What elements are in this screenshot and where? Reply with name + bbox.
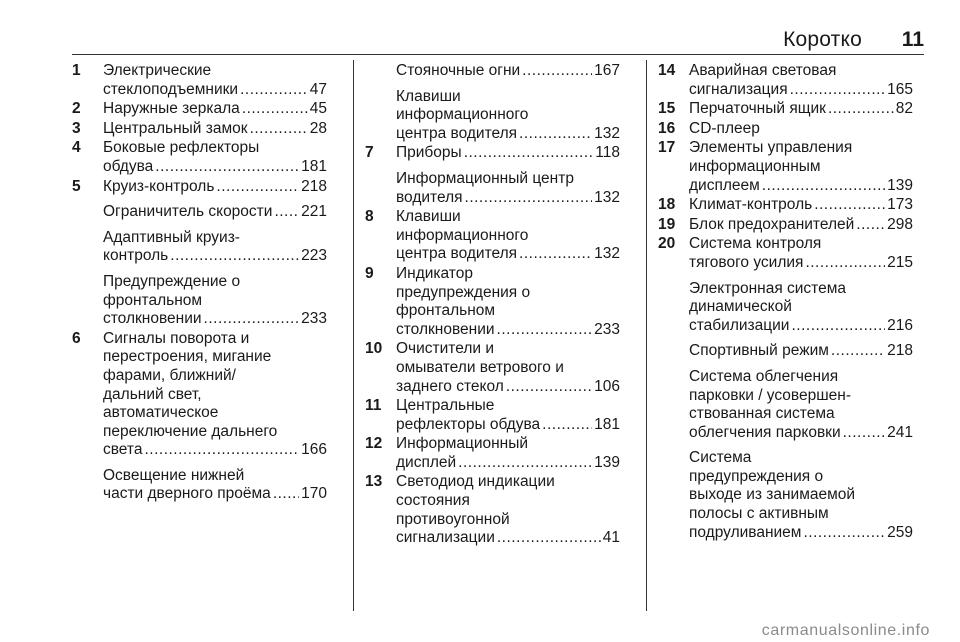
entry-page-number: 45 <box>309 100 327 118</box>
entry-last-line <box>689 342 913 361</box>
entry-text <box>103 62 327 99</box>
dot-leader <box>519 245 592 264</box>
entry-number: 4 <box>72 139 81 157</box>
dot-leader <box>465 189 593 208</box>
entry-line: Освещение нижней <box>103 466 245 484</box>
entry-line: перестроения, мигание <box>103 348 272 366</box>
entry-text <box>103 229 327 266</box>
dot-leader <box>274 203 299 222</box>
entry-page-number: 223 <box>301 247 327 265</box>
entry-text <box>689 139 913 195</box>
entry-page-number: 118 <box>595 144 620 162</box>
entry-number: 13 <box>365 473 383 491</box>
dot-leader <box>790 81 886 100</box>
dot-leader <box>204 310 300 329</box>
entry-line: предупреждения о <box>396 283 531 301</box>
entry-text <box>396 62 620 81</box>
entry-line: Информационный центр <box>396 169 574 187</box>
entry-line: Блок предохранителей <box>689 215 855 233</box>
entry-text <box>396 170 620 207</box>
index-entry <box>72 178 327 197</box>
entry-line: света <box>103 441 143 459</box>
entry-line: сигнализация <box>689 80 788 98</box>
entry-line: информационным <box>689 157 821 175</box>
entry-line: Клавиши <box>396 87 461 105</box>
index-entry <box>658 342 913 361</box>
entry-line: столкновении <box>396 320 495 338</box>
dot-leader <box>144 441 299 460</box>
entry-number: 20 <box>658 235 676 253</box>
entry-number: 7 <box>365 144 374 162</box>
entry-text <box>103 120 327 139</box>
entry-text <box>103 178 327 197</box>
dot-leader <box>506 378 592 397</box>
entry-last-line <box>689 424 913 443</box>
entry-number: 3 <box>72 119 81 137</box>
watermark: carmanualsonline.info <box>761 622 930 639</box>
index-entry <box>365 265 620 339</box>
dot-leader <box>240 81 308 100</box>
index-entry <box>72 139 327 176</box>
index-column-2 <box>365 62 620 555</box>
entry-line: Боковые рефлекторы <box>103 139 260 157</box>
entry-last-line <box>396 125 620 144</box>
entry-page-number: 221 <box>301 203 327 221</box>
entry-page-number: 173 <box>887 196 913 214</box>
index-entry <box>658 100 913 119</box>
entry-line: информационного <box>396 226 529 244</box>
entry-number: 17 <box>658 139 676 157</box>
entry-text <box>396 340 620 396</box>
entry-text <box>103 273 327 329</box>
entry-line: Электронная система <box>689 279 847 297</box>
entry-text <box>396 397 620 434</box>
entry-page-number: 41 <box>602 529 620 547</box>
entry-last-line <box>396 144 620 163</box>
index-entry <box>658 139 913 195</box>
entry-line: облегчения парковки <box>689 423 841 441</box>
entry-last-line <box>396 189 620 208</box>
entry-line: центра водителя <box>396 245 518 263</box>
index-entry <box>365 473 620 547</box>
index-entry <box>72 203 327 222</box>
entry-line: Центральные <box>396 397 495 415</box>
entry-last-line <box>689 254 913 273</box>
entry-text <box>689 100 913 119</box>
entry-text <box>689 62 913 99</box>
header-rule <box>72 54 924 55</box>
entry-line: Перчаточный ящик <box>689 100 826 118</box>
entry-last-line <box>103 441 327 460</box>
entry-text <box>689 235 913 272</box>
entry-page-number: 106 <box>594 377 620 395</box>
entry-number: 5 <box>72 177 81 195</box>
entry-page-number: 82 <box>895 100 913 118</box>
entry-last-line <box>103 100 327 119</box>
entry-page-number: 216 <box>887 316 913 334</box>
entry-text <box>396 435 620 472</box>
entry-line: Система <box>689 449 752 467</box>
dot-leader <box>803 524 885 543</box>
entry-last-line <box>689 177 913 196</box>
entry-page-number: 241 <box>887 423 913 441</box>
entry-line: водителя <box>396 188 463 206</box>
entry-line: выходе из занимаемой <box>689 486 856 504</box>
entry-line: Система облегчения <box>689 367 839 385</box>
entry-page-number: 181 <box>301 157 327 175</box>
entry-number: 6 <box>72 329 81 347</box>
index-entry <box>658 368 913 442</box>
dot-leader <box>831 342 885 361</box>
entry-line: Аварийная световая <box>689 62 837 79</box>
entry-text <box>396 265 620 339</box>
entry-line: Электрические <box>103 62 212 79</box>
entry-line: Приборы <box>396 144 462 162</box>
dot-leader <box>522 62 592 81</box>
index-entry <box>365 170 620 207</box>
entry-last-line <box>689 100 913 119</box>
entry-last-line <box>689 216 913 235</box>
entry-text <box>689 449 913 542</box>
dot-leader <box>170 247 299 266</box>
entry-text <box>103 203 327 222</box>
entry-line: Спортивный режим <box>689 342 829 360</box>
dot-leader <box>250 120 308 139</box>
entry-line: обдува <box>103 157 154 175</box>
entry-text <box>689 120 913 139</box>
entry-line: Клавиши <box>396 208 461 226</box>
entry-last-line <box>396 416 620 435</box>
index-entry <box>365 88 620 144</box>
entry-line: заднего стекол <box>396 377 504 395</box>
entry-number: 1 <box>72 62 81 79</box>
entry-text <box>103 330 327 460</box>
dot-leader <box>843 424 886 443</box>
index-entry <box>72 100 327 119</box>
dot-leader <box>519 125 592 144</box>
index-entry <box>72 273 327 329</box>
entry-line: Светодиод индикации <box>396 473 555 491</box>
entry-page-number: 139 <box>887 176 913 194</box>
entry-line: противоугонной <box>396 510 510 528</box>
entry-last-line <box>396 62 620 81</box>
entry-line: фронтальном <box>103 291 203 309</box>
entry-text <box>103 139 327 176</box>
entry-line: состояния <box>396 492 470 510</box>
entry-line: Элементы управления <box>689 139 853 157</box>
entry-line: Очистители и <box>396 340 494 358</box>
entry-number: 18 <box>658 196 676 214</box>
index-entry <box>658 449 913 542</box>
entry-page-number: 233 <box>594 320 620 338</box>
entry-last-line <box>103 485 327 504</box>
entry-text <box>689 196 913 215</box>
entry-number: 9 <box>365 264 374 282</box>
entry-line: Индикатор <box>396 264 473 282</box>
entry-line: дисплеем <box>689 176 760 194</box>
entry-page-number: 218 <box>301 177 327 195</box>
entry-line: Климат-контроль <box>689 196 813 214</box>
index-entry <box>658 235 913 272</box>
entry-number: 2 <box>72 100 81 118</box>
entry-page-number: 218 <box>887 342 913 360</box>
entry-page-number: 233 <box>301 310 327 328</box>
entry-line: омыватели ветрового и <box>396 358 564 376</box>
index-entry <box>365 144 620 163</box>
entry-line: полосы с активным <box>689 505 829 523</box>
entry-number: 12 <box>365 435 383 453</box>
index-entry <box>365 397 620 434</box>
entry-page-number: 170 <box>301 485 327 503</box>
index-entry <box>365 62 620 81</box>
entry-page-number: 166 <box>301 441 327 459</box>
entry-page-number: 47 <box>309 80 327 98</box>
entry-line: стеклоподъемники <box>103 80 239 98</box>
entry-number: 10 <box>365 340 383 358</box>
entry-line: тягового усилия <box>689 253 804 271</box>
column-separator <box>353 60 354 611</box>
index-entry <box>72 120 327 139</box>
entry-last-line <box>689 317 913 336</box>
page-number: 11 <box>901 28 924 51</box>
entry-line: рефлекторы обдува <box>396 415 541 433</box>
entry-text <box>689 280 913 336</box>
entry-last-line <box>396 454 620 473</box>
entry-line: автоматическое <box>103 404 219 422</box>
dot-leader <box>497 321 593 340</box>
entry-line: подруливанием <box>689 523 802 541</box>
index-entry <box>72 330 327 460</box>
entry-page-number: 167 <box>594 62 620 79</box>
dot-leader <box>791 317 885 336</box>
entry-last-line <box>396 321 620 340</box>
entry-line: ствованная система <box>689 405 835 423</box>
entry-last-line <box>103 247 327 266</box>
entry-line: фронтальном <box>396 302 496 320</box>
entry-text <box>103 100 327 119</box>
entry-last-line <box>396 529 620 548</box>
entry-last-line <box>689 81 913 100</box>
entry-line: Информационный <box>396 435 529 453</box>
entry-last-line <box>689 524 913 543</box>
entry-last-line <box>103 310 327 329</box>
dot-leader <box>856 216 885 235</box>
entry-line: Система контроля <box>689 235 822 253</box>
entry-line: контроль <box>103 247 169 265</box>
dot-leader <box>814 196 885 215</box>
index-entry <box>72 62 327 99</box>
entry-line: сигнализации <box>396 529 495 547</box>
index-entry <box>365 208 620 264</box>
entry-page-number: 139 <box>594 453 620 471</box>
entry-last-line <box>103 203 327 222</box>
entry-page-number: 259 <box>887 523 913 541</box>
entry-line: динамической <box>689 298 792 316</box>
entry-number: 14 <box>658 62 676 79</box>
index-entry <box>658 280 913 336</box>
index-entry <box>72 229 327 266</box>
entry-line: CD-плеер <box>689 119 760 137</box>
entry-last-line <box>103 120 327 139</box>
entry-number: 15 <box>658 100 676 118</box>
entry-line: части дверного проёма <box>103 485 271 503</box>
entry-line: парковки / усовершен- <box>689 386 852 404</box>
entry-page-number: 132 <box>594 124 620 142</box>
entry-line: столкновении <box>103 310 202 328</box>
entry-line: дальний свет, <box>103 385 202 403</box>
entry-line: центра водителя <box>396 124 518 142</box>
entry-last-line <box>103 81 327 100</box>
entry-page-number: 28 <box>309 119 327 137</box>
dot-leader <box>458 454 592 473</box>
entry-last-line <box>396 378 620 397</box>
index-entry <box>658 62 913 99</box>
dot-leader <box>273 485 299 504</box>
entry-line: фарами, ближний/ <box>103 366 236 384</box>
entry-text <box>396 208 620 264</box>
entry-number: 16 <box>658 119 676 137</box>
entry-line: Предупреждение о <box>103 272 241 290</box>
dot-leader <box>828 100 894 119</box>
page-header <box>72 28 924 52</box>
entry-line: Стояночные огни <box>396 62 521 79</box>
entry-page-number: 181 <box>594 415 620 433</box>
entry-page-number: 132 <box>594 245 620 263</box>
entry-last-line <box>103 178 327 197</box>
entry-text <box>689 342 913 361</box>
dot-leader <box>762 177 885 196</box>
index-entry <box>658 120 913 139</box>
entry-line: переключение дальнего <box>103 422 278 440</box>
index-entry <box>365 435 620 472</box>
entry-line: Адаптивный круиз- <box>103 228 240 246</box>
entry-last-line <box>103 158 327 177</box>
dot-leader <box>242 100 308 119</box>
entry-text <box>689 368 913 442</box>
entry-line: информационного <box>396 106 529 124</box>
entry-line: Наружные зеркала <box>103 100 240 118</box>
dot-leader <box>216 178 299 197</box>
entry-number: 19 <box>658 215 676 233</box>
entry-line: Центральный замок <box>103 119 248 137</box>
dot-leader <box>497 529 601 548</box>
entry-line: Сигналы поворота и <box>103 329 250 347</box>
entry-line: предупреждения о <box>689 467 824 485</box>
entry-number: 11 <box>365 397 382 415</box>
entry-page-number: 298 <box>887 215 913 233</box>
index-entry <box>72 467 327 504</box>
entry-text <box>396 144 620 163</box>
entry-text <box>396 88 620 144</box>
entry-last-line <box>396 245 620 264</box>
entry-last-line <box>689 120 913 139</box>
entry-line: стабилизации <box>689 316 790 334</box>
page-title: Коротко <box>783 28 862 51</box>
dot-leader <box>464 144 594 163</box>
index-entry <box>658 196 913 215</box>
index-entry <box>365 340 620 396</box>
dot-leader <box>805 254 885 273</box>
entry-number: 8 <box>365 208 374 226</box>
entry-page-number: 132 <box>594 188 620 206</box>
index-column-3 <box>658 62 913 549</box>
dot-leader <box>542 416 592 435</box>
entry-line: дисплей <box>396 453 457 471</box>
entry-text <box>689 216 913 235</box>
entry-line: Ограничитель скорости <box>103 203 273 221</box>
entry-last-line <box>689 196 913 215</box>
entry-page-number: 165 <box>887 80 913 98</box>
index-entry <box>658 216 913 235</box>
column-separator <box>646 60 647 611</box>
entry-page-number: 215 <box>887 253 913 271</box>
index-column-1 <box>72 62 327 511</box>
dot-leader <box>155 158 299 177</box>
entry-text <box>396 473 620 547</box>
entry-line: Круиз-контроль <box>103 177 215 195</box>
entry-text <box>103 467 327 504</box>
